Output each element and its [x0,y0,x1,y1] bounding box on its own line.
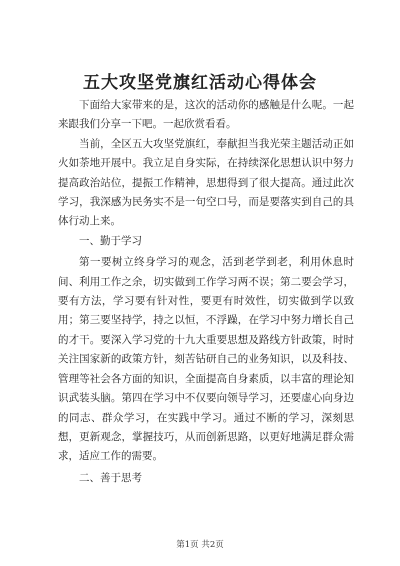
section-heading-think: 二、善于思考 [79,471,142,484]
document-title: 五大攻坚党旗红活动心得体会 [83,73,317,93]
document-body [58,96,354,488]
page-footer: 第1页 共2页 [176,540,224,550]
intro-paragraph: 下面给大家带来的是，这次的活动你的感触是什么呢。一起来跟我们分享一下吧。一起欣赏看看。 [58,99,354,131]
study-paragraph: 第一要树立终身学习的观念，活到老学到老，利用休息时间、利用工作之余，切实做到工作学习两不误；第二要会学习，要有方法，学习要有针对性，要更有时效性，切实做到学以致用；第三要坚持学，持之以恒，不浮躁，在学习中努力增长自己的才干。要深入学习党的十九大重要思想及路线方针政策，时时关注国家新的政策方针，刻苦钻研自己的业务知识，以及科技、管理等社会各方面的知识，全面提高自身素质，以丰富的理论知识武装头脑。第四在学习中不仅要向领导学习，还要虚心向身边的同志、群众学习，在实践中学习。通过不断的学习，深刻思想，更新观念，掌握技巧，从而创新思路，以更好地满足群众需求，适应工作的需要。 [58,256,354,463]
section-heading-study: 一、勤于学习 [79,234,142,247]
context-paragraph: 当前，全区五大攻坚党旗红，奉献担当我光荣主题活动正如火如荼地开展中。我立足自身实际，在持续深化思想认识中努力提高政治站位，提振工作精神，思想得到了很大提高。通过此次学习，我深感为民务实不是一句空口号，而是要落实到自己的具体行动上来。 [58,137,354,228]
